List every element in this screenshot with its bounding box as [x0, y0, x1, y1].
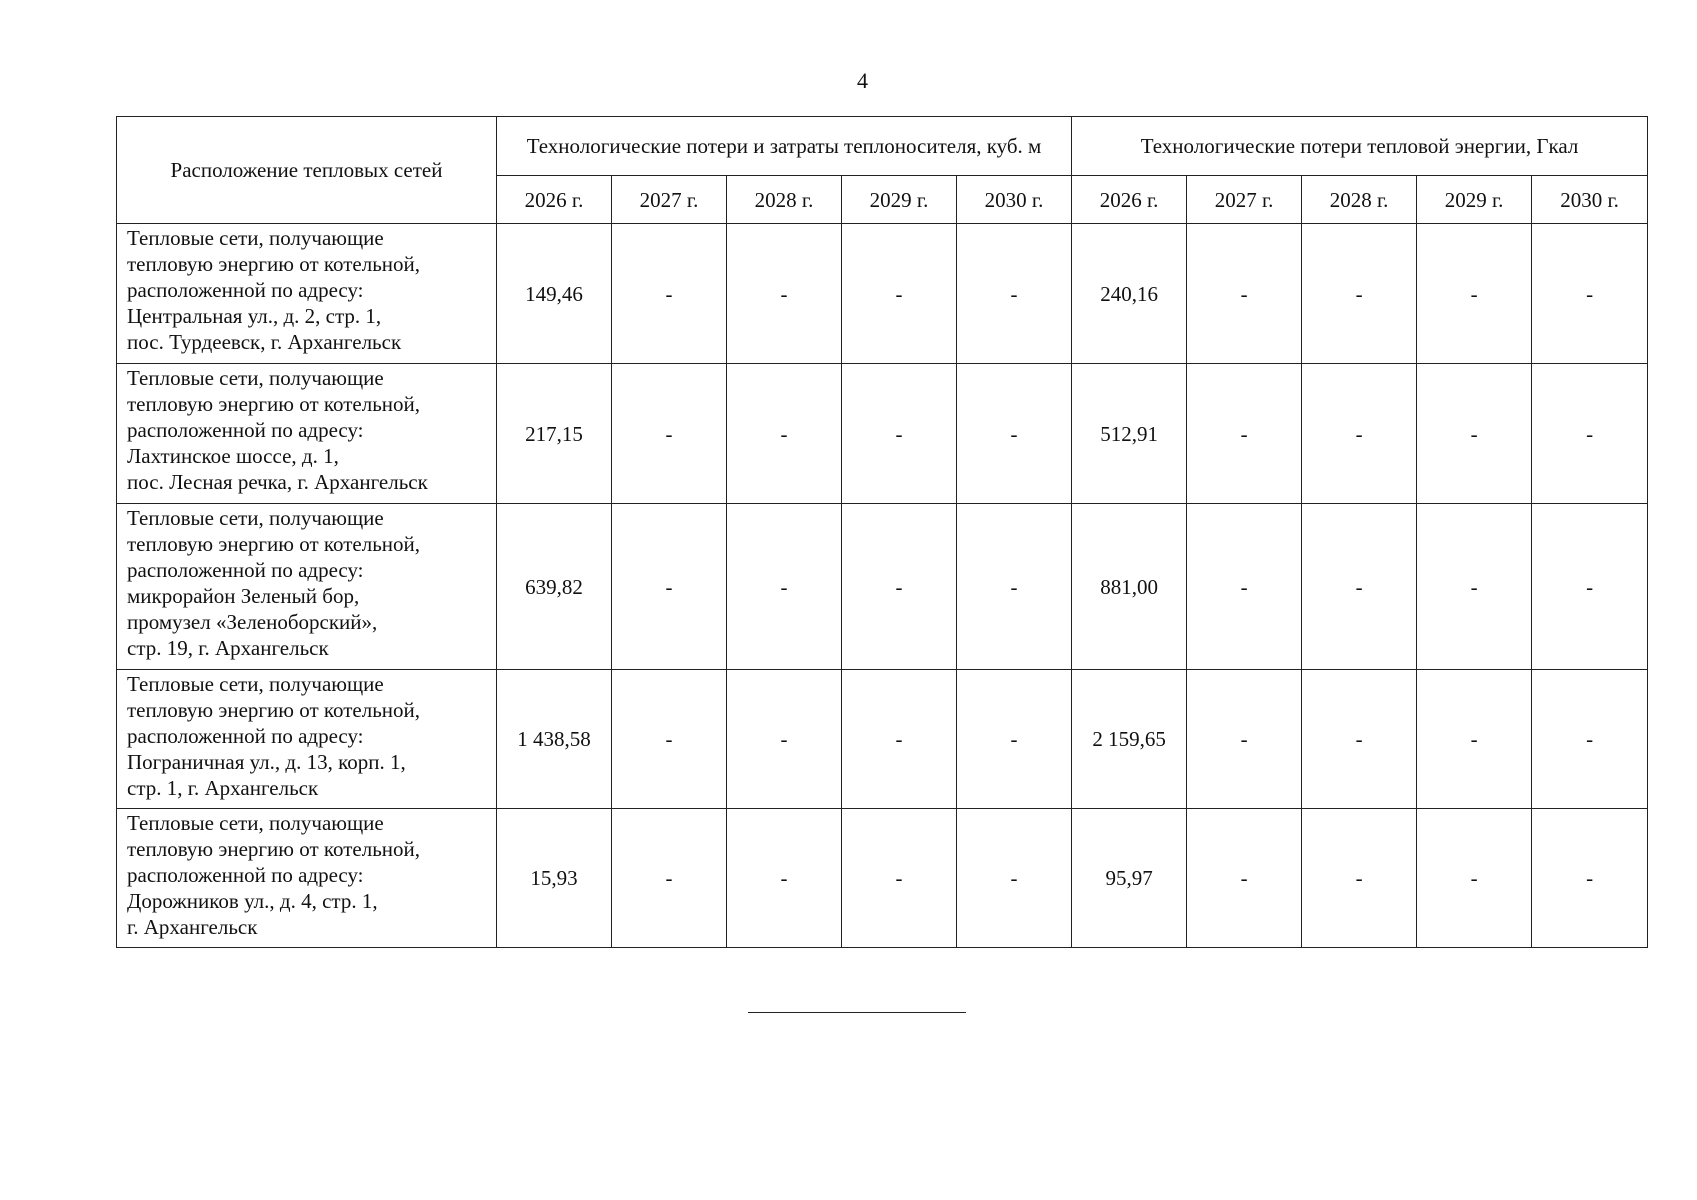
energy-loss-cell: - — [1417, 809, 1532, 948]
location-line: Лахтинское шоссе, д. 1, — [127, 444, 339, 468]
carrier-loss-cell: - — [727, 364, 842, 504]
location-line: тепловую энергию от котельной, — [127, 392, 421, 416]
location-line: стр. 19, г. Архангельск — [127, 636, 329, 660]
carrier-loss-cell: - — [612, 670, 727, 809]
location-line: стр. 1, г. Архангельск — [127, 776, 319, 800]
energy-loss-cell: - — [1302, 364, 1417, 504]
location-cell — [117, 224, 497, 364]
energy-loss-cell: - — [1532, 364, 1648, 504]
carrier-loss-cell: - — [842, 504, 957, 670]
carrier-loss-cell: - — [842, 224, 957, 364]
carrier-year-header: 2030 г. — [957, 176, 1072, 224]
header-group-row — [117, 117, 1648, 176]
carrier-loss-cell: - — [957, 809, 1072, 948]
location-line: расположенной по адресу: — [127, 278, 364, 302]
energy-loss-cell: - — [1187, 364, 1302, 504]
location-line: Тепловые сети, получающие — [127, 672, 384, 696]
location-line: Тепловые сети, получающие — [127, 366, 384, 390]
energy-loss-cell: 95,97 — [1072, 809, 1187, 948]
energy-loss-cell: - — [1302, 809, 1417, 948]
location-line: расположенной по адресу: — [127, 558, 364, 582]
carrier-loss-cell: 15,93 — [497, 809, 612, 948]
carrier-loss-cell: - — [727, 670, 842, 809]
location-column-header: Расположение тепловых сетей — [117, 117, 497, 224]
location-line: расположенной по адресу: — [127, 418, 364, 442]
carrier-loss-cell: 1 438,58 — [497, 670, 612, 809]
location-cell — [117, 670, 497, 809]
location-line: пос. Турдеевск, г. Архангельск — [127, 330, 402, 354]
location-line: Пограничная ул., д. 13, корп. 1, — [127, 750, 406, 774]
carrier-loss-cell: - — [612, 224, 727, 364]
energy-loss-cell: - — [1187, 809, 1302, 948]
location-line: тепловую энергию от котельной, — [127, 532, 421, 556]
energy-losses-header: Технологические потери тепловой энергии, Гкал — [1072, 117, 1648, 176]
carrier-loss-cell: - — [727, 809, 842, 948]
heat-losses-table — [116, 116, 1648, 948]
end-of-document-line — [748, 1012, 966, 1013]
location-cell — [117, 809, 497, 948]
location-line: Тепловые сети, получающие — [127, 506, 384, 530]
energy-loss-cell: 512,91 — [1072, 364, 1187, 504]
energy-loss-cell: 2 159,65 — [1072, 670, 1187, 809]
carrier-losses-header: Технологические потери и затраты теплоносителя, куб. м — [497, 117, 1072, 176]
energy-loss-cell: - — [1532, 224, 1648, 364]
table-body — [117, 224, 1648, 948]
table-row — [117, 224, 1648, 364]
location-line: пос. Лесная речка, г. Архангельск — [127, 470, 428, 494]
carrier-loss-cell: - — [612, 364, 727, 504]
energy-year-header: 2026 г. — [1072, 176, 1187, 224]
carrier-loss-cell: - — [612, 504, 727, 670]
location-line: Центральная ул., д. 2, стр. 1, — [127, 304, 382, 328]
carrier-loss-cell: - — [727, 224, 842, 364]
location-line: расположенной по адресу: — [127, 863, 364, 887]
energy-year-header: 2029 г. — [1417, 176, 1532, 224]
carrier-loss-cell: - — [842, 809, 957, 948]
energy-year-header: 2027 г. — [1187, 176, 1302, 224]
location-line: Тепловые сети, получающие — [127, 226, 384, 250]
carrier-loss-cell: - — [957, 224, 1072, 364]
location-cell — [117, 504, 497, 670]
carrier-loss-cell: 217,15 — [497, 364, 612, 504]
location-cell — [117, 364, 497, 504]
energy-loss-cell: - — [1532, 670, 1648, 809]
energy-loss-cell: - — [1532, 809, 1648, 948]
energy-loss-cell: - — [1417, 364, 1532, 504]
energy-loss-cell: - — [1532, 504, 1648, 670]
location-line: расположенной по адресу: — [127, 724, 364, 748]
energy-loss-cell: - — [1417, 670, 1532, 809]
energy-loss-cell: - — [1417, 504, 1532, 670]
table-header — [117, 117, 1648, 224]
energy-loss-cell: - — [1302, 224, 1417, 364]
carrier-loss-cell: 149,46 — [497, 224, 612, 364]
location-line: г. Архангельск — [127, 915, 258, 939]
carrier-year-header: 2028 г. — [727, 176, 842, 224]
table-row — [117, 670, 1648, 809]
carrier-year-header: 2027 г. — [612, 176, 727, 224]
carrier-loss-cell: - — [842, 364, 957, 504]
energy-loss-cell: - — [1417, 224, 1532, 364]
carrier-loss-cell: - — [957, 364, 1072, 504]
carrier-year-header: 2026 г. — [497, 176, 612, 224]
carrier-loss-cell: - — [957, 504, 1072, 670]
energy-loss-cell: - — [1187, 670, 1302, 809]
carrier-loss-cell: - — [612, 809, 727, 948]
location-line: тепловую энергию от котельной, — [127, 698, 421, 722]
carrier-loss-cell: - — [842, 670, 957, 809]
energy-year-header: 2028 г. — [1302, 176, 1417, 224]
energy-loss-cell: - — [1302, 504, 1417, 670]
location-line: промузел «Зеленоборский», — [127, 610, 378, 634]
location-line: микрорайон Зеленый бор, — [127, 584, 360, 608]
energy-loss-cell: 240,16 — [1072, 224, 1187, 364]
location-line: тепловую энергию от котельной, — [127, 837, 421, 861]
location-line: Дорожников ул., д. 4, стр. 1, — [127, 889, 378, 913]
carrier-loss-cell: 639,82 — [497, 504, 612, 670]
carrier-loss-cell: - — [957, 670, 1072, 809]
carrier-loss-cell: - — [727, 504, 842, 670]
energy-loss-cell: - — [1187, 504, 1302, 670]
energy-loss-cell: - — [1302, 670, 1417, 809]
table-row — [117, 809, 1648, 948]
energy-loss-cell: - — [1187, 224, 1302, 364]
energy-year-header: 2030 г. — [1532, 176, 1648, 224]
table-row — [117, 504, 1648, 670]
carrier-year-header: 2029 г. — [842, 176, 957, 224]
energy-loss-cell: 881,00 — [1072, 504, 1187, 670]
table-row — [117, 364, 1648, 504]
location-line: тепловую энергию от котельной, — [127, 252, 421, 276]
location-line: Тепловые сети, получающие — [127, 811, 384, 835]
page-number: 4 — [857, 68, 868, 93]
